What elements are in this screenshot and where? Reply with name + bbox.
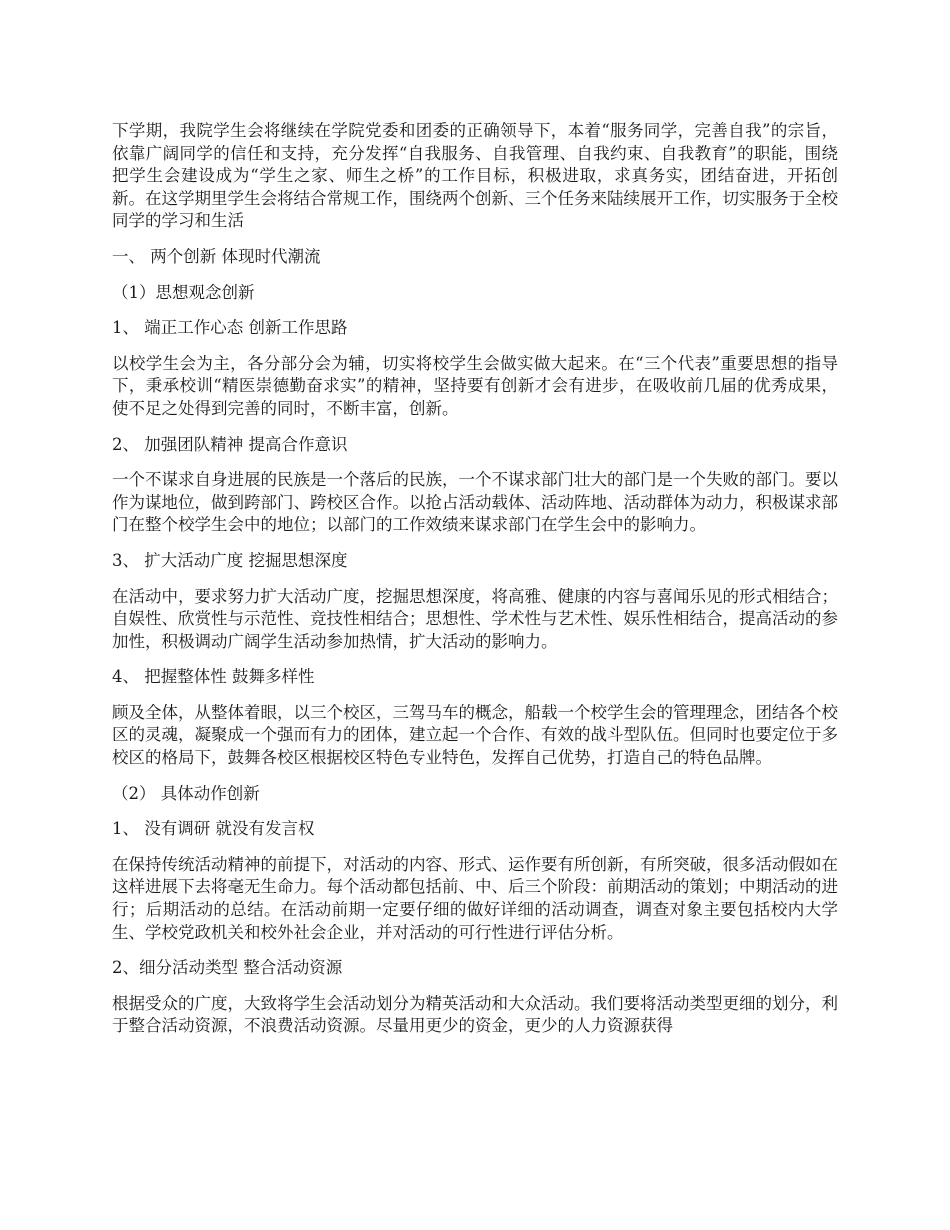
paragraph-6: 根据受众的广度，大致将学生会活动划分为精英活动和大众活动。我们要将活动类型更细的划分，利于整合活动资源，不浪费活动资源。尽量用更少的资金，更少的人力资源获得 [112,993,838,1036]
item-heading-2: 2、 加强团队精神 提高合作意识 [112,434,348,454]
subsection-heading-thinking-innovation: （1）思想观念创新 [112,282,255,302]
document-body [112,120,838,1051]
item-heading-6: 2、细分活动类型 整合活动资源 [112,958,343,978]
paragraph-4: 顾及全体，从整体着眼，以三个校区，三驾马车的概念，船载一个校学生会的管理理念，团结各个校区的灵魂，凝聚成一个强而有力的团体，建立起一个合作、有效的战斗型队伍。但同时也要定位于多校区的格局下，鼓舞各校区根据校区特色专业特色，发挥自己优势，打造自己的特色品牌。 [112,702,838,768]
section-heading-two-innovations: 一、 两个创新 体现时代潮流 [112,246,321,266]
intro-paragraph: 下学期，我院学生会将继续在学院党委和团委的正确领导下，本着“服务同学，完善自我”的宗旨，依靠广阔同学的信任和支持，充分发挥“自我服务、自我管理、自我约束、自我教育”的职能，围绕把学生会建设成为“学生之家、师生之桥”的工作目标，积极进取，求真务实，团结奋进，开拓创新。在这学期里学生会将结合常规工作，围绕两个创新、三个任务来陆续展开工作，切实服务于全校同学的学习和生活 [112,121,838,231]
paragraph-5: 在保持传统活动精神的前提下，对活动的内容、形式、运作要有所创新，有所突破，很多活动假如在这样进展下去将毫无生命力。每个活动都包括前、中、后三个阶段：前期活动的策划；中期活动的进行；后期活动的总结。在活动前期一定要仔细的做好详细的活动调查，调查对象主要包括校内大学生、学校党政机关和校外社会企业，并对活动的可行性进行评估分析。 [112,854,838,942]
paragraph-3: 在活动中，要求努力扩大活动广度，挖掘思想深度，将高雅、健康的内容与喜闻乐见的形式相结合；自娱性、欣赏性与示范性、竞技性相结合；思想性、学术性与艺术性、娱乐性相结合，提高活动的参加性，积极调动广阔学生活动参加热情，扩大活动的影响力。 [112,586,838,651]
item-heading-1: 1、 端正工作心态 创新工作思路 [112,318,348,338]
item-heading-5: 1、 没有调研 就没有发言权 [112,819,315,839]
paragraph-2: 一个不谋求自身进展的民族是一个落后的民族，一个不谋求部门壮大的部门是一个失败的部门。要以作为谋地位，做到跨部门、跨校区合作。以抢占活动载体、活动阵地、活动群体为动力，积极谋求部门在整个校学生会中的地位；以部门的工作效绩来谋求部门在学生会中的影响力。 [112,470,838,535]
paragraph-1: 以校学生会为主，各分部分会为辅，切实将校学生会做实做大起来。在“三个代表”重要思想的指导下，秉承校训“精医崇德勤奋求实”的精神，坚持要有创新才会有进步，在吸收前几届的优秀成果，使不足之处得到完善的同时，不断丰富，创新。 [112,353,838,418]
item-heading-4: 4、 把握整体性 鼓舞多样性 [112,667,315,687]
subsection-heading-action-innovation: （2） 具体动作创新 [112,783,260,803]
item-heading-3: 3、 扩大活动广度 挖掘思想深度 [112,550,348,570]
